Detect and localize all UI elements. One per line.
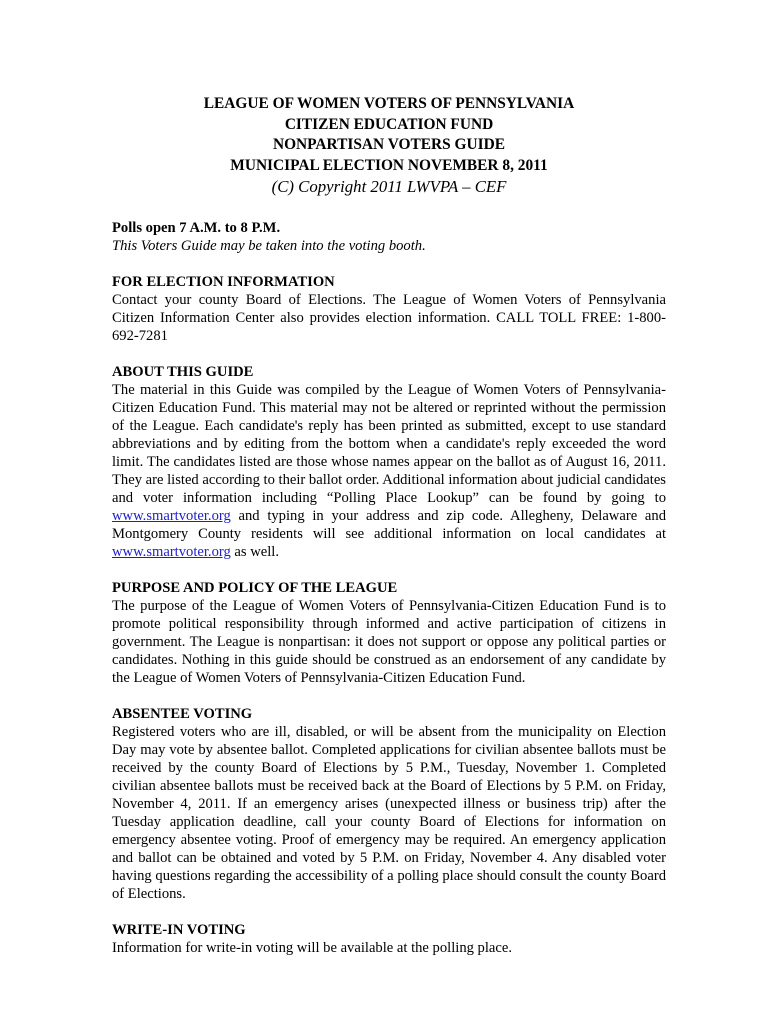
write-in-section [112, 921, 666, 957]
about-heading: ABOUT THIS GUIDE [112, 364, 254, 380]
write-in-text: Information for write-in voting will be available at the polling place. [112, 940, 512, 956]
purpose-section [112, 579, 666, 687]
document-header [112, 94, 666, 197]
about-text-part-1: The material in this Guide was compiled by the League of Women Voters of Pennsylvania-Citizen Education Fund. This material may not be altered or reprinted without the permission of the League. Each candidate's reply has been printed as submitted, except to use standard abbreviations and by editing from the bottom when a candidate's reply exceeded the word limit. The candidates listed are those whose names appear on the ballot as of August 16, 2011. They are listed according to their ballot order. Additional information about judicial candidates and voter information including “Polling Place Lookup” can be found by going to [112, 382, 666, 506]
write-in-heading: WRITE-IN VOTING [112, 922, 246, 938]
smartvoter-link-2[interactable]: www.smartvoter.org [112, 544, 231, 560]
header-copyright: (C) Copyright 2011 LWVPA – CEF [271, 177, 507, 196]
polls-note: This Voters Guide may be taken into the voting booth. [112, 238, 426, 254]
about-text [112, 381, 666, 561]
smartvoter-link-1[interactable]: www.smartvoter.org [112, 508, 231, 524]
polls-hours: Polls open 7 A.M. to 8 P.M. [112, 220, 281, 236]
header-guide-title: NONPARTISAN VOTERS GUIDE [272, 136, 506, 153]
purpose-text: The purpose of the League of Women Voters of Pennsylvania-Citizen Education Fund is to promote political responsibility through informed and active participation of citizens in government. The League is nonpartisan: it does not support or oppose any political parties or candidates. Nothing in this guide should be construed as an endorsement of any candidate by the League of Women Voters of Pennsylvania-Citizen Education Fund. [112, 598, 666, 686]
absentee-section [112, 705, 666, 903]
about-section [112, 363, 666, 561]
election-info-heading: FOR ELECTION INFORMATION [112, 274, 335, 290]
about-text-part-3: as well. [230, 544, 279, 560]
election-info-text: Contact your county Board of Elections. The League of Women Voters of Pennsylvania Citizen Information Center also provides election information. CALL TOLL FREE: 1-800-692-7281 [112, 292, 666, 344]
about-text-part-2: and typing in your address and zip code. Allegheny, Delaware and Montgomery County residents will see additional information on local candidates at [112, 508, 666, 542]
absentee-text: Registered voters who are ill, disabled, or will be absent from the municipality on Election Day may vote by absentee ballot. Completed applications for civilian absentee ballots must be received by the county Board of Elections by 5 P.M., Tuesday, November 1. Completed civilian absentee ballots must be received back at the Board of Elections by 5 P.M. on Friday, November 4, 2011. If an emergency arises (unexpected illness or business trip) after the Tuesday application deadline, call your county Board of Elections for information on emergency absentee voting. Proof of emergency may be required. An emergency application and ballot can be obtained and voted by 5 P.M. on Friday, November 4. Any disabled voter having questions regarding the accessibility of a polling place should consult the county Board of Elections. [112, 724, 666, 902]
absentee-heading: ABSENTEE VOTING [112, 706, 253, 722]
header-fund: CITIZEN EDUCATION FUND [284, 115, 494, 133]
header-organization: LEAGUE OF WOMEN VOTERS OF PENNSYLVANIA [203, 95, 575, 112]
polls-section [112, 219, 666, 255]
document-page [112, 94, 666, 957]
election-info-section [112, 273, 666, 345]
purpose-heading: PURPOSE AND POLICY OF THE LEAGUE [112, 580, 398, 596]
header-election-date: MUNICIPAL ELECTION NOVEMBER 8, 2011 [230, 156, 548, 174]
